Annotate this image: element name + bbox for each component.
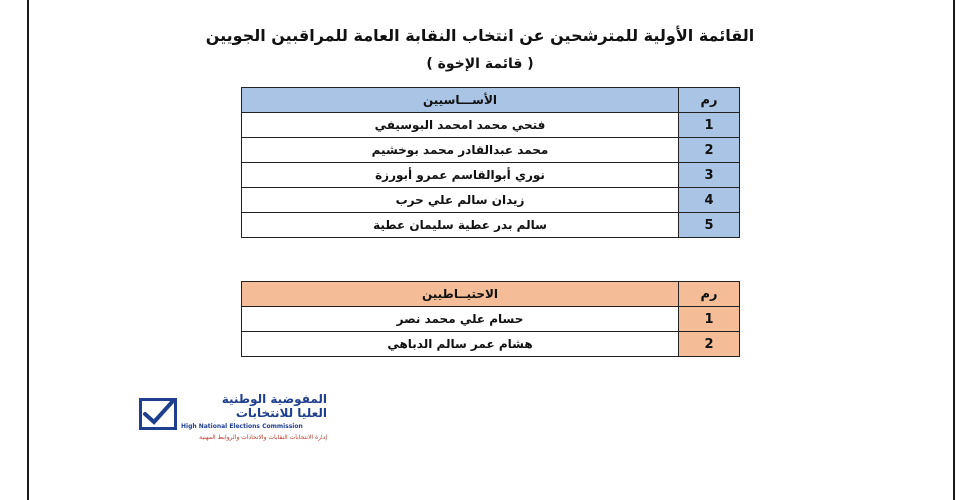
name-column-header: الاحتيــاطيين bbox=[242, 282, 679, 307]
document-title: القائمة الأولية للمترشحين عن انتخاب النقابة العامة للمراقبين الجويين bbox=[205, 26, 755, 45]
candidate-name: نوري أبوالقاسم عمرو أبورزة bbox=[242, 163, 679, 188]
candidate-name: سالم بدر عطية سليمان عطية bbox=[242, 213, 679, 238]
name-column-header: الأســـاسيين bbox=[242, 88, 679, 113]
table-row bbox=[242, 138, 740, 163]
table-row bbox=[242, 332, 740, 357]
row-number: 2 bbox=[679, 138, 740, 163]
row-number: 5 bbox=[679, 213, 740, 238]
row-number: 3 bbox=[679, 163, 740, 188]
table-row bbox=[242, 213, 740, 238]
logo-department: إدارة الانتخابات النقابات والاتحادات والروابط المهنية bbox=[199, 434, 327, 441]
reserve-candidates-table bbox=[241, 281, 740, 357]
hnec-logo bbox=[137, 392, 327, 452]
document-subtitle: ( قائمة الإخوة ) bbox=[426, 56, 534, 72]
logo-english-name: High National Elections Commission bbox=[181, 423, 303, 430]
num-column-header: رم bbox=[679, 88, 740, 113]
num-column-header: رم bbox=[679, 282, 740, 307]
table-row bbox=[242, 307, 740, 332]
page-border-right bbox=[953, 0, 955, 500]
row-number: 2 bbox=[679, 332, 740, 357]
logo-arabic-line2: العليا للانتخابات bbox=[235, 406, 327, 420]
table-row bbox=[242, 113, 740, 138]
table-row bbox=[242, 163, 740, 188]
logo-arabic-line1: المفوضية الوطنية bbox=[221, 392, 327, 406]
candidate-name: محمد عبدالقادر محمد بوخشيم bbox=[242, 138, 679, 163]
candidate-name: حسام علي محمد نصر bbox=[242, 307, 679, 332]
candidate-name: هشام عمر سالم الدباهي bbox=[242, 332, 679, 357]
candidate-name: فتحي محمد امحمد البوسيفي bbox=[242, 113, 679, 138]
row-number: 1 bbox=[679, 307, 740, 332]
table-row bbox=[242, 188, 740, 213]
ballot-check-icon bbox=[139, 398, 177, 430]
table-header-row bbox=[242, 88, 740, 113]
row-number: 1 bbox=[679, 113, 740, 138]
main-candidates-table bbox=[241, 87, 740, 238]
row-number: 4 bbox=[679, 188, 740, 213]
table-header-row bbox=[242, 282, 740, 307]
page-border-left bbox=[27, 0, 29, 500]
candidate-name: زيدان سالم علي حرب bbox=[242, 188, 679, 213]
